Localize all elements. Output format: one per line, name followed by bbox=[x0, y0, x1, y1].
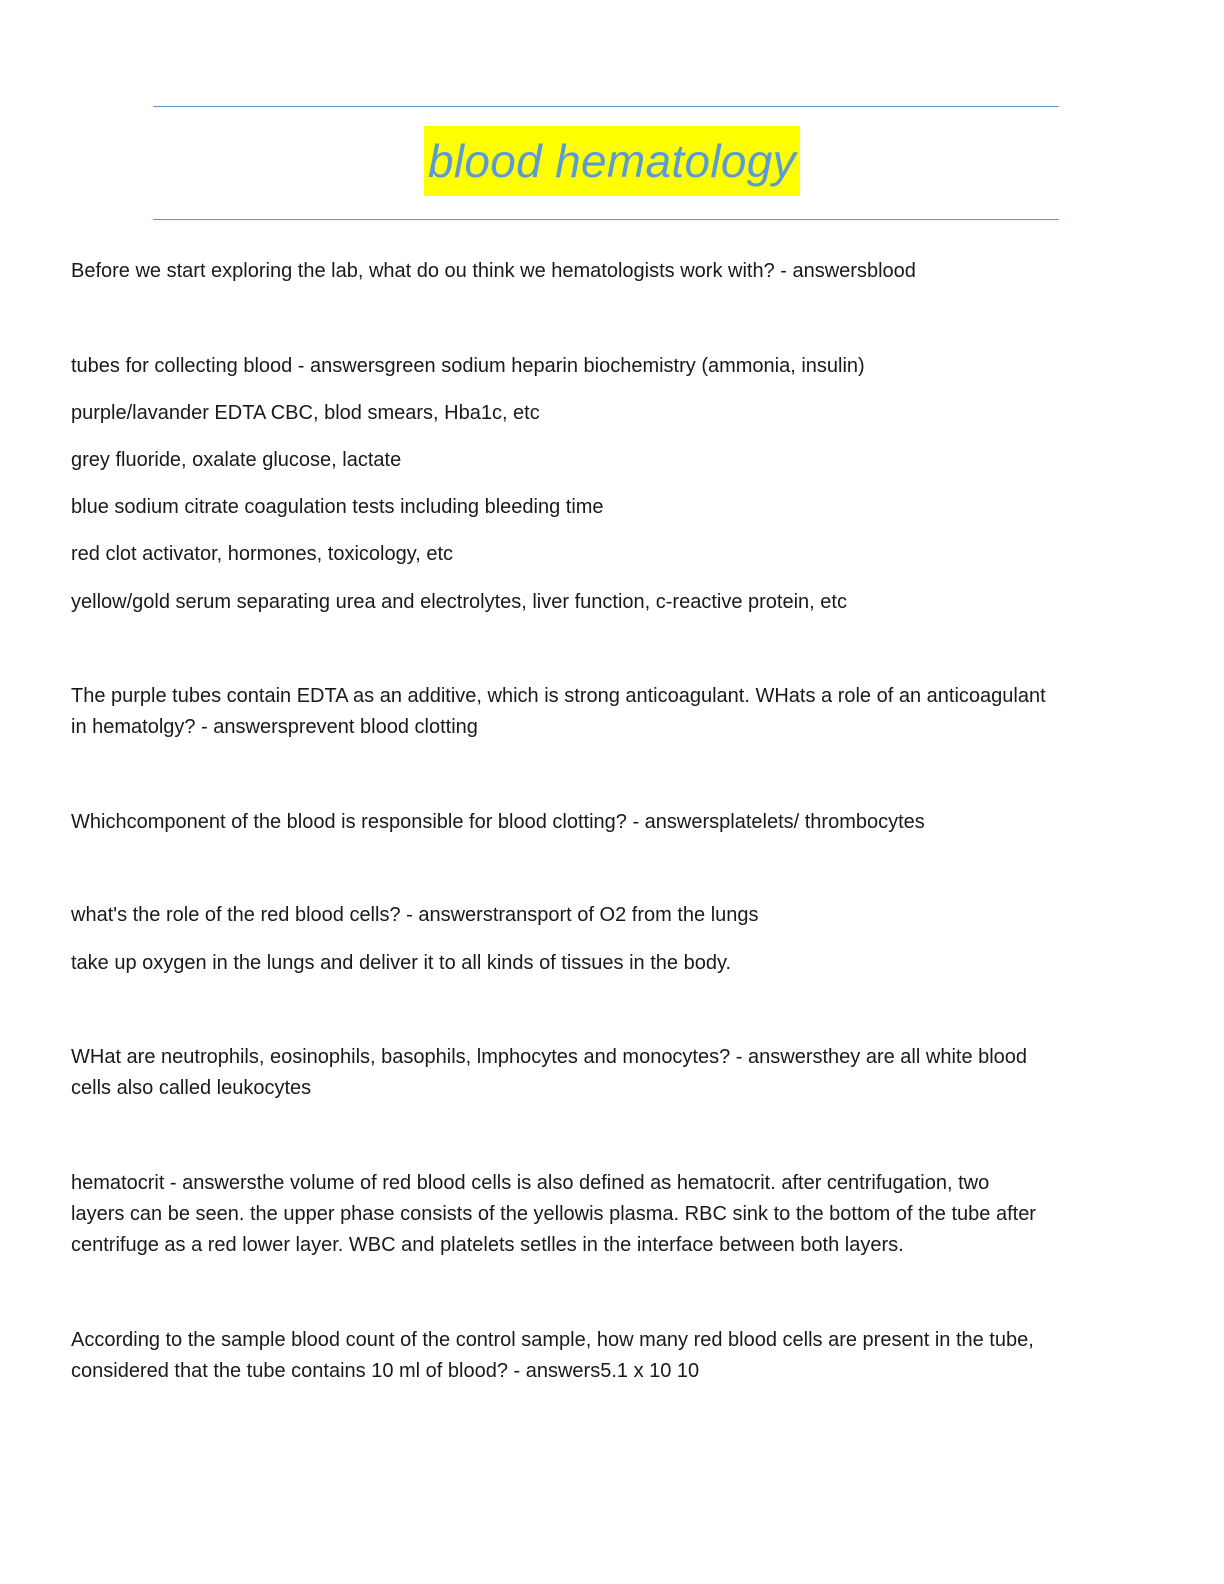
tube-line: tubes for collecting blood - answersgreen sodium heparin biochemistry (ammonia, insulin) bbox=[71, 355, 865, 377]
paragraph-line: considered that the tube contains 10 ml of blood? - answers5.1 x 10 10 bbox=[71, 1360, 700, 1382]
title-rule-top bbox=[153, 106, 1059, 107]
question-rbc-role: what's the role of the red blood cells? - answerstransport of O2 from the lungs bbox=[71, 904, 759, 926]
paragraph-line: According to the sample blood count of the control sample, how many red blood cells are present in the tube, bbox=[71, 1329, 1034, 1351]
tube-line: red clot activator, hormones, toxicology, etc bbox=[71, 543, 454, 565]
question-clotting-component: Whichcomponent of the blood is responsible for blood clotting? - answersplatelets/ thrombocytes bbox=[71, 811, 925, 833]
question-lab-work: Before we start exploring the lab, what do ou think we hematologists work with? - answersblood bbox=[71, 260, 916, 282]
paragraph-line: centrifuge as a red lower layer. WBC and platelets setlles in the interface between both layers. bbox=[71, 1234, 904, 1256]
rbc-role-detail: take up oxygen in the lungs and deliver it to all kinds of tissues in the body. bbox=[71, 952, 732, 974]
paragraph-line: cells also called leukocytes bbox=[71, 1077, 312, 1099]
tube-line: blue sodium citrate coagulation tests including bleeding time bbox=[71, 496, 604, 518]
title-container bbox=[0, 126, 1224, 196]
tube-line: grey fluoride, oxalate glucose, lactate bbox=[71, 449, 402, 471]
question-anticoagulant bbox=[71, 681, 1151, 743]
document-title: blood hematology bbox=[424, 126, 800, 196]
paragraph-line: The purple tubes contain EDTA as an additive, which is strong anticoagulant. WHats a role of an anticoagulant bbox=[71, 685, 1046, 707]
paragraph-line: hematocrit - answersthe volume of red blood cells is also defined as hematocrit. after centrifugation, two bbox=[71, 1172, 990, 1194]
title-rule-bottom bbox=[153, 219, 1059, 220]
paragraph-line: in hematolgy? - answersprevent blood clotting bbox=[71, 716, 478, 738]
question-hematocrit bbox=[71, 1168, 1151, 1261]
tube-line: yellow/gold serum separating urea and electrolytes, liver function, c-reactive protein, etc bbox=[71, 591, 847, 613]
tube-line: purple/lavander EDTA CBC, blod smears, Hba1c, etc bbox=[71, 402, 540, 424]
paragraph-line: WHat are neutrophils, eosinophils, basophils, lmphocytes and monocytes? - answersthey are all white blood bbox=[71, 1046, 1028, 1068]
question-rbc-count bbox=[71, 1325, 1151, 1387]
paragraph-line: layers can be seen. the upper phase consists of the yellowis plasma. RBC sink to the bottom of the tube after bbox=[71, 1203, 1036, 1225]
question-white-cells bbox=[71, 1042, 1151, 1104]
